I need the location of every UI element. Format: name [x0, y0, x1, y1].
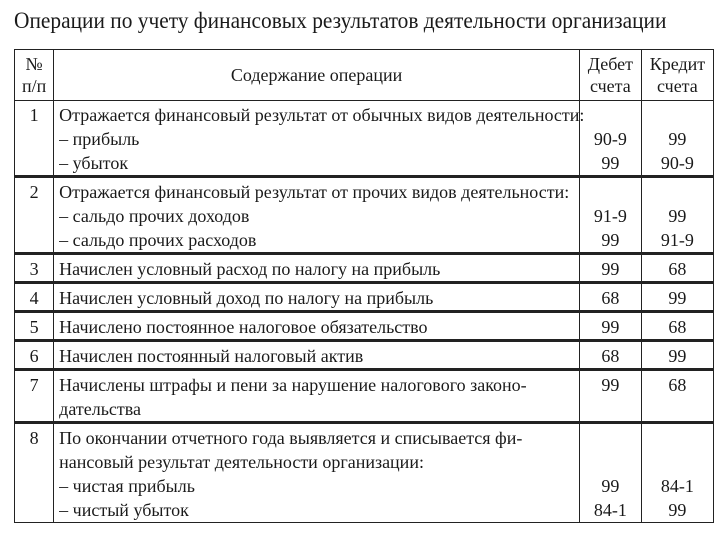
operation-line: нансовый результат деятельности организации: — [59, 452, 424, 472]
header-credit-line1: Кредит — [649, 54, 706, 74]
debit-account — [579, 341, 641, 370]
credit-account-value: 99 — [668, 346, 687, 366]
operation-line: Начислен постоянный налоговый актив — [59, 346, 364, 366]
table-header — [15, 50, 714, 101]
credit-account-value: 91-9 — [660, 230, 694, 250]
credit-account-value — [647, 426, 708, 450]
table-row — [15, 312, 714, 341]
row-number: 5 — [15, 312, 54, 341]
debit-account — [579, 254, 641, 283]
operation-line: дательства — [59, 399, 142, 419]
debit-account — [579, 370, 641, 423]
debit-account-value: 99 — [601, 153, 620, 173]
operation-line: – сальдо прочих расходов — [59, 230, 257, 250]
debit-account-value — [585, 426, 636, 450]
debit-account — [579, 423, 641, 523]
operations-table — [14, 49, 714, 523]
credit-account-value: 99 — [668, 129, 687, 149]
operation-content — [54, 312, 580, 341]
debit-account — [579, 177, 641, 254]
table-body — [15, 101, 714, 523]
credit-account — [641, 177, 713, 254]
debit-account — [579, 283, 641, 312]
operation-content — [54, 423, 580, 523]
header-num — [15, 50, 54, 101]
operation-line: – убыток — [59, 153, 129, 173]
credit-account-value: 68 — [668, 259, 687, 279]
debit-account-value: 99 — [601, 476, 620, 496]
operation-line: Отражается финансовый результат от обычных видов деятельности: — [59, 105, 585, 125]
table-row — [15, 177, 714, 254]
header-num-line1: № — [25, 54, 43, 74]
table-row — [15, 423, 714, 523]
row-number: 4 — [15, 283, 54, 312]
credit-account-value: 68 — [668, 375, 687, 395]
debit-account-value: 99 — [601, 259, 620, 279]
debit-account-value: 91-9 — [593, 206, 627, 226]
debit-account-value — [585, 180, 636, 204]
credit-account-value: 90-9 — [660, 153, 694, 173]
credit-account-value — [647, 180, 708, 204]
debit-account-value: 68 — [601, 346, 620, 366]
operation-content — [54, 370, 580, 423]
credit-account — [641, 423, 713, 523]
header-num-line2: п/п — [21, 76, 47, 96]
row-number: 3 — [15, 254, 54, 283]
table-row — [15, 101, 714, 177]
debit-account-value: 99 — [601, 317, 620, 337]
row-number: 2 — [15, 177, 54, 254]
credit-account-value: 68 — [668, 317, 687, 337]
credit-account — [641, 341, 713, 370]
credit-account-value — [647, 103, 708, 127]
credit-account — [641, 254, 713, 283]
debit-account-value — [585, 450, 636, 474]
operation-content — [54, 101, 585, 177]
credit-account — [641, 370, 713, 423]
debit-account-value: 90-9 — [593, 129, 627, 149]
operation-line: Начислены штрафы и пени за нарушение налогового законо- — [59, 375, 527, 395]
debit-account-value: 99 — [601, 230, 620, 250]
header-row — [15, 50, 714, 101]
table-row — [15, 283, 714, 312]
operation-line: – чистая прибыль — [59, 476, 195, 496]
operation-line: Начислен условный доход по налогу на прибыль — [59, 288, 434, 308]
credit-account — [641, 101, 713, 177]
operation-content — [54, 341, 580, 370]
header-debit-line2: счета — [590, 76, 631, 96]
credit-account-value: 99 — [668, 288, 687, 308]
operation-line: – чистый убыток — [59, 500, 189, 520]
table-row — [15, 341, 714, 370]
credit-account-value: 84-1 — [660, 476, 694, 496]
credit-account-value: 99 — [668, 206, 687, 226]
operation-line: Начислен условный расход по налогу на прибыль — [59, 259, 441, 279]
row-number: 8 — [15, 423, 54, 523]
header-credit — [641, 50, 713, 101]
credit-account — [641, 312, 713, 341]
operation-content — [54, 254, 580, 283]
table-row — [15, 254, 714, 283]
debit-account-value — [585, 103, 636, 127]
row-number: 6 — [15, 341, 54, 370]
header-debit — [579, 50, 641, 101]
operation-line: – прибыль — [59, 129, 140, 149]
row-number: 1 — [15, 101, 54, 177]
operation-line: Начислено постоянное налоговое обязательство — [59, 317, 428, 337]
credit-account-value — [647, 450, 708, 474]
debit-account-value: 84-1 — [593, 500, 627, 520]
operation-content — [54, 177, 580, 254]
operation-line: – сальдо прочих доходов — [59, 206, 250, 226]
header-content: Содержание операции — [54, 50, 580, 101]
header-credit-line2: счета — [657, 76, 698, 96]
operation-line: По окончании отчетного года выявляется и списывается фи- — [59, 428, 523, 448]
credit-account — [641, 283, 713, 312]
row-number: 7 — [15, 370, 54, 423]
table-row — [15, 370, 714, 423]
debit-account-value: 68 — [601, 288, 620, 308]
operation-line: Отражается финансовый результат от прочих видов деятельности: — [59, 182, 570, 202]
debit-account — [579, 312, 641, 341]
header-debit-line1: Дебет — [587, 54, 633, 74]
page-title: Операции по учету финансовых результатов деятельности организации — [14, 8, 667, 33]
debit-account-value: 99 — [601, 375, 620, 395]
operation-content — [54, 283, 580, 312]
debit-account — [579, 101, 641, 177]
credit-account-value: 99 — [668, 500, 687, 520]
